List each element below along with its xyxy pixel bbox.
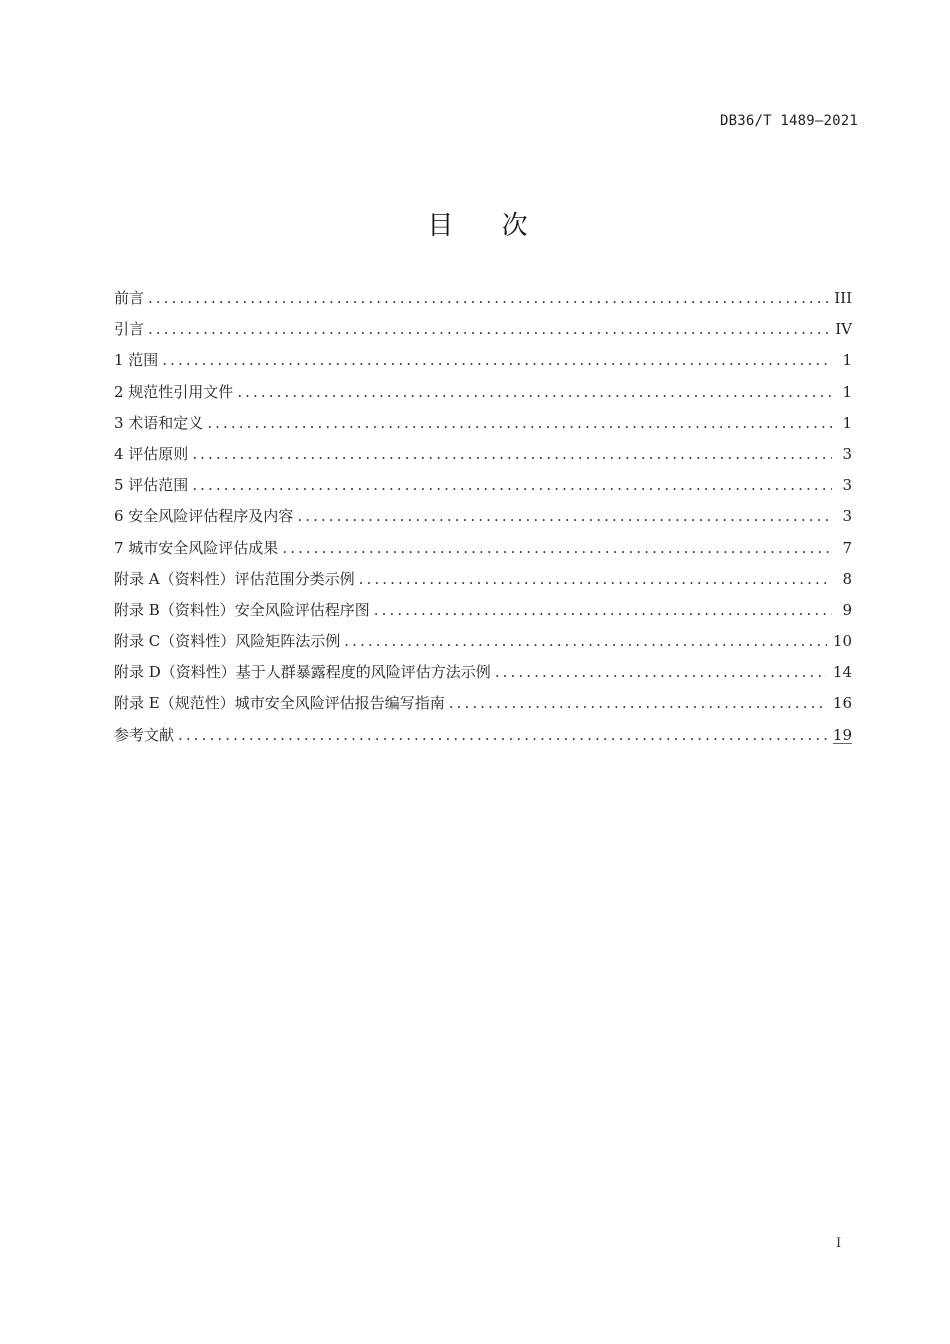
toc-entry-label: 附录 E（规范性）城市安全风险评估报告编写指南 [114,694,445,713]
toc-dot-leader [192,472,832,498]
toc-dot-leader [449,690,827,716]
toc-entry-page: 7 [842,538,852,557]
toc-entry-label: 附录 B（资料性）安全风险评估程序图 [114,600,370,619]
toc-entry-label: 附录 D（资料性）基于人群暴露程度的风险评估方法示例 [114,663,491,682]
toc-entry-page: 1 [842,382,852,401]
toc-title: 目 次 [427,211,548,241]
toc-entry-page: III [834,289,852,307]
toc-entry-page: 14 [832,663,852,682]
toc-entry-page: IV [835,320,852,339]
toc-entry-label: 附录 A（资料性）评估范围分类示例 [114,569,355,588]
toc-dot-leader [495,659,827,685]
document-code: DB36/T 1489—2021 [719,113,858,129]
toc-entry-terms-definitions[interactable] [114,410,852,441]
toc-entry-assessment-procedure[interactable] [114,503,852,534]
toc-entry-appendix-b[interactable] [114,597,852,628]
toc-entry-page: 19 [832,725,852,744]
toc-entry-page: 1 [842,351,852,370]
toc-entry-label: 4 评估原则 [114,444,189,463]
toc-entry-label: 参考文献 [114,725,175,744]
toc-dot-leader [148,316,829,342]
toc-entry-label: 1 范围 [114,351,159,370]
toc-entry-assessment-principles[interactable] [114,441,852,472]
toc-entry-normative-references[interactable] [114,379,852,410]
toc-entry-page: 9 [842,600,852,619]
toc-entry-page: 3 [842,444,852,463]
toc-dot-leader [359,566,832,592]
toc-dot-leader [148,285,828,311]
toc-entry-assessment-scope[interactable] [114,472,852,503]
toc-dot-leader [297,503,832,529]
toc-entry-appendix-a[interactable] [114,566,852,597]
toc-entry-introduction[interactable] [114,316,852,347]
toc-entry-label: 附录 C（资料性）风险矩阵法示例 [114,632,341,651]
toc-entry-label: 3 术语和定义 [114,413,204,432]
toc-entry-label: 6 安全风险评估程序及内容 [114,507,294,526]
toc-dot-leader [237,379,832,405]
toc-entry-label: 引言 [114,320,145,339]
toc-dot-leader [207,410,832,436]
toc-entry-appendix-e[interactable] [114,690,852,721]
toc-entry-assessment-results[interactable] [114,535,852,566]
toc-entry-page: 3 [842,507,852,526]
toc-entry-label: 5 评估范围 [114,476,189,495]
toc-entry-page: 3 [842,476,852,495]
toc-entry-page: 16 [832,694,852,713]
toc-list [114,285,852,753]
toc-entry-bibliography[interactable] [114,722,852,753]
toc-entry-page: 10 [832,632,852,651]
toc-dot-leader [192,441,832,467]
toc-entry-label: 7 城市安全风险评估成果 [114,538,279,557]
toc-entry-page: 8 [842,569,852,588]
toc-entry-label: 2 规范性引用文件 [114,382,234,401]
toc-entry-page: 1 [842,413,852,432]
toc-dot-leader [374,597,832,623]
toc-dot-leader [162,347,832,373]
toc-dot-leader [282,535,832,561]
toc-entry-label: 前言 [114,289,145,307]
toc-entry-foreword[interactable] [114,285,852,316]
toc-dot-leader [178,722,827,748]
toc-entry-appendix-d[interactable] [114,659,852,690]
toc-entry-scope[interactable] [114,347,852,378]
toc-entry-appendix-c[interactable] [114,628,852,659]
page-number: I [836,1236,842,1251]
toc-dot-leader [344,628,827,654]
